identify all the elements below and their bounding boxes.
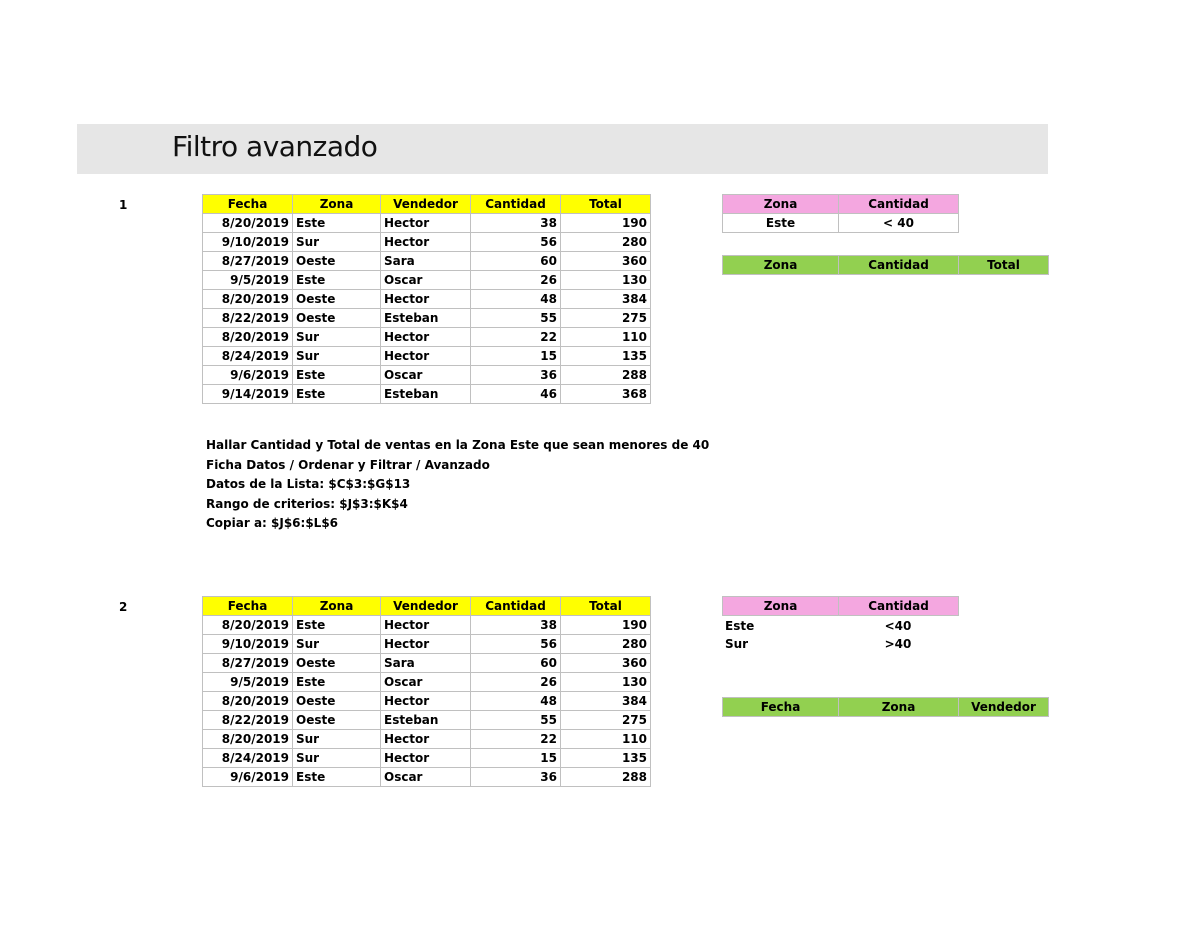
cell-zona[interactable]: Este bbox=[293, 616, 381, 635]
criteria-row bbox=[722, 617, 958, 635]
column-header-fecha[interactable]: Fecha bbox=[203, 195, 293, 214]
cell-total[interactable]: 280 bbox=[561, 233, 651, 252]
criteria-header-row bbox=[723, 195, 959, 214]
output-table-1 bbox=[722, 255, 1049, 275]
table-row bbox=[203, 616, 651, 635]
cell-zona[interactable]: Este bbox=[293, 271, 381, 290]
table-row bbox=[203, 654, 651, 673]
cell-zona[interactable]: Oeste bbox=[293, 711, 381, 730]
cell-total[interactable]: 368 bbox=[561, 385, 651, 404]
cell-fecha[interactable]: 8/22/2019 bbox=[203, 309, 293, 328]
cell-cantidad[interactable]: 36 bbox=[471, 366, 561, 385]
table-row bbox=[203, 385, 651, 404]
cell-fecha[interactable]: 9/6/2019 bbox=[203, 768, 293, 787]
cell-total[interactable]: 280 bbox=[561, 635, 651, 654]
table-header-row bbox=[203, 195, 651, 214]
title-bar bbox=[77, 124, 1048, 174]
criteria-cell[interactable]: <40 bbox=[884, 619, 912, 633]
cell-fecha[interactable]: 8/20/2019 bbox=[203, 290, 293, 309]
cell-fecha[interactable]: 9/10/2019 bbox=[203, 233, 293, 252]
column-header-vendedor[interactable]: Vendedor bbox=[381, 195, 471, 214]
table-row bbox=[203, 692, 651, 711]
cell-total[interactable]: 275 bbox=[561, 309, 651, 328]
output-header-cantidad[interactable]: Cantidad bbox=[839, 256, 959, 275]
cell-cantidad[interactable]: 60 bbox=[471, 654, 561, 673]
cell-cantidad[interactable]: 15 bbox=[471, 347, 561, 366]
cell-vendedor[interactable]: Hector bbox=[381, 635, 471, 654]
criteria-header-zona[interactable]: Zona bbox=[723, 597, 839, 616]
cell-vendedor[interactable]: Esteban bbox=[381, 711, 471, 730]
cell-zona[interactable]: Sur bbox=[293, 730, 381, 749]
criteria-row bbox=[723, 214, 959, 233]
cell-cantidad[interactable]: 36 bbox=[471, 768, 561, 787]
column-header-zona[interactable]: Zona bbox=[293, 195, 381, 214]
cell-total[interactable]: 135 bbox=[561, 347, 651, 366]
cell-zona[interactable]: Oeste bbox=[293, 309, 381, 328]
cell-total[interactable]: 288 bbox=[561, 366, 651, 385]
table-row bbox=[203, 730, 651, 749]
cell-cantidad[interactable]: 48 bbox=[471, 692, 561, 711]
cell-total[interactable]: 275 bbox=[561, 711, 651, 730]
table-row bbox=[203, 635, 651, 654]
table-row bbox=[203, 309, 651, 328]
cell-fecha[interactable]: 9/10/2019 bbox=[203, 635, 293, 654]
cell-total[interactable]: 130 bbox=[561, 271, 651, 290]
cell-vendedor[interactable]: Hector bbox=[381, 328, 471, 347]
criteria-values-2 bbox=[722, 617, 958, 653]
note-line: Ficha Datos / Ordenar y Filtrar / Avanzado bbox=[206, 457, 490, 472]
criteria-cell[interactable]: < 40 bbox=[839, 214, 959, 233]
table-row bbox=[203, 673, 651, 692]
cell-vendedor[interactable]: Hector bbox=[381, 749, 471, 768]
cell-zona[interactable]: Este bbox=[293, 768, 381, 787]
cell-fecha[interactable]: 8/22/2019 bbox=[203, 711, 293, 730]
note-line: Copiar a: $J$6:$L$6 bbox=[206, 516, 339, 531]
cell-fecha[interactable]: 8/27/2019 bbox=[203, 252, 293, 271]
cell-vendedor[interactable]: Hector bbox=[381, 616, 471, 635]
criteria-table-1 bbox=[722, 194, 959, 233]
column-header-fecha[interactable]: Fecha bbox=[203, 597, 293, 616]
table-row bbox=[203, 290, 651, 309]
cell-zona[interactable]: Este bbox=[293, 385, 381, 404]
column-header-zona[interactable]: Zona bbox=[293, 597, 381, 616]
table-row bbox=[203, 711, 651, 730]
cell-vendedor[interactable]: Oscar bbox=[381, 673, 471, 692]
criteria-cell[interactable]: Este bbox=[723, 214, 839, 233]
criteria-header-cantidad[interactable]: Cantidad bbox=[839, 597, 959, 616]
cell-cantidad[interactable]: 22 bbox=[471, 730, 561, 749]
cell-fecha[interactable]: 8/24/2019 bbox=[203, 347, 293, 366]
criteria-row bbox=[722, 635, 958, 653]
page-title: Filtro avanzado bbox=[172, 130, 378, 163]
cell-cantidad[interactable]: 26 bbox=[471, 673, 561, 692]
table-row bbox=[203, 347, 651, 366]
cell-fecha[interactable]: 8/20/2019 bbox=[203, 328, 293, 347]
cell-vendedor[interactable]: Hector bbox=[381, 233, 471, 252]
cell-vendedor[interactable]: Sara bbox=[381, 654, 471, 673]
table-row bbox=[203, 214, 651, 233]
table-row bbox=[203, 233, 651, 252]
cell-zona[interactable]: Sur bbox=[293, 635, 381, 654]
cell-fecha[interactable]: 8/20/2019 bbox=[203, 692, 293, 711]
cell-fecha[interactable]: 8/20/2019 bbox=[203, 214, 293, 233]
cell-fecha[interactable]: 8/27/2019 bbox=[203, 654, 293, 673]
output-header-row bbox=[723, 256, 1049, 275]
column-header-cantidad[interactable]: Cantidad bbox=[471, 195, 561, 214]
cell-cantidad[interactable]: 38 bbox=[471, 616, 561, 635]
section-number-1: 1 bbox=[119, 198, 128, 212]
criteria-cell[interactable]: >40 bbox=[884, 637, 912, 651]
cell-vendedor[interactable]: Hector bbox=[381, 290, 471, 309]
cell-zona[interactable]: Sur bbox=[293, 749, 381, 768]
criteria-cell[interactable]: Este bbox=[725, 619, 755, 633]
criteria-header-cantidad[interactable]: Cantidad bbox=[839, 195, 959, 214]
cell-vendedor[interactable]: Esteban bbox=[381, 385, 471, 404]
cell-vendedor[interactable]: Hector bbox=[381, 214, 471, 233]
output-header-zona[interactable]: Zona bbox=[723, 256, 839, 275]
cell-zona[interactable]: Sur bbox=[293, 347, 381, 366]
output-header-total[interactable]: Total bbox=[959, 256, 1049, 275]
cell-total[interactable]: 190 bbox=[561, 616, 651, 635]
cell-cantidad[interactable]: 48 bbox=[471, 290, 561, 309]
cell-zona[interactable]: Oeste bbox=[293, 654, 381, 673]
table-header-row bbox=[203, 597, 651, 616]
cell-zona[interactable]: Este bbox=[293, 214, 381, 233]
cell-fecha[interactable]: 8/20/2019 bbox=[203, 616, 293, 635]
cell-total[interactable]: 360 bbox=[561, 654, 651, 673]
cell-cantidad[interactable]: 15 bbox=[471, 749, 561, 768]
column-header-total[interactable]: Total bbox=[561, 597, 651, 616]
criteria-header-row bbox=[723, 597, 959, 616]
column-header-total[interactable]: Total bbox=[561, 195, 651, 214]
cell-vendedor[interactable]: Hector bbox=[381, 730, 471, 749]
instructions-notes bbox=[206, 436, 709, 534]
cell-total[interactable]: 288 bbox=[561, 768, 651, 787]
column-header-cantidad[interactable]: Cantidad bbox=[471, 597, 561, 616]
cell-cantidad[interactable]: 26 bbox=[471, 271, 561, 290]
note-line: Rango de criterios: $J$3:$K$4 bbox=[206, 496, 408, 511]
output-header-row bbox=[723, 698, 1049, 717]
note-line: Datos de la Lista: $C$3:$G$13 bbox=[206, 477, 411, 492]
cell-cantidad[interactable]: 22 bbox=[471, 328, 561, 347]
output-table-2 bbox=[722, 697, 1049, 717]
cell-cantidad[interactable]: 46 bbox=[471, 385, 561, 404]
output-header-zona[interactable]: Zona bbox=[839, 698, 959, 717]
cell-total[interactable]: 110 bbox=[561, 730, 651, 749]
cell-zona[interactable]: Este bbox=[293, 366, 381, 385]
cell-vendedor[interactable]: Oscar bbox=[381, 366, 471, 385]
table-row bbox=[203, 252, 651, 271]
cell-vendedor[interactable]: Hector bbox=[381, 347, 471, 366]
cell-fecha[interactable]: 8/24/2019 bbox=[203, 749, 293, 768]
cell-total[interactable]: 130 bbox=[561, 673, 651, 692]
table-row bbox=[203, 768, 651, 787]
cell-zona[interactable]: Sur bbox=[293, 233, 381, 252]
cell-vendedor[interactable]: Hector bbox=[381, 692, 471, 711]
data-table-2 bbox=[202, 596, 651, 787]
cell-cantidad[interactable]: 56 bbox=[471, 233, 561, 252]
cell-total[interactable]: 384 bbox=[561, 290, 651, 309]
cell-fecha[interactable]: 9/6/2019 bbox=[203, 366, 293, 385]
cell-fecha[interactable]: 9/14/2019 bbox=[203, 385, 293, 404]
cell-zona[interactable]: Oeste bbox=[293, 252, 381, 271]
section-number-2: 2 bbox=[119, 600, 128, 614]
cell-total[interactable]: 360 bbox=[561, 252, 651, 271]
column-header-vendedor[interactable]: Vendedor bbox=[381, 597, 471, 616]
note-line: Hallar Cantidad y Total de ventas en la Zona Este que sean menores de 40 bbox=[206, 438, 710, 452]
table-row bbox=[203, 366, 651, 385]
cell-cantidad[interactable]: 56 bbox=[471, 635, 561, 654]
cell-total[interactable]: 110 bbox=[561, 328, 651, 347]
cell-zona[interactable]: Oeste bbox=[293, 290, 381, 309]
cell-cantidad[interactable]: 55 bbox=[471, 309, 561, 328]
cell-zona[interactable]: Oeste bbox=[293, 692, 381, 711]
criteria-header-zona[interactable]: Zona bbox=[723, 195, 839, 214]
cell-cantidad[interactable]: 60 bbox=[471, 252, 561, 271]
cell-cantidad[interactable]: 55 bbox=[471, 711, 561, 730]
cell-zona[interactable]: Sur bbox=[293, 328, 381, 347]
cell-vendedor[interactable]: Oscar bbox=[381, 271, 471, 290]
criteria-table-2 bbox=[722, 596, 959, 616]
table-row bbox=[203, 271, 651, 290]
cell-total[interactable]: 135 bbox=[561, 749, 651, 768]
cell-fecha[interactable]: 9/5/2019 bbox=[203, 673, 293, 692]
table-row bbox=[203, 328, 651, 347]
cell-fecha[interactable]: 8/20/2019 bbox=[203, 730, 293, 749]
cell-zona[interactable]: Este bbox=[293, 673, 381, 692]
output-header-fecha[interactable]: Fecha bbox=[723, 698, 839, 717]
table-row bbox=[203, 749, 651, 768]
cell-total[interactable]: 384 bbox=[561, 692, 651, 711]
cell-vendedor[interactable]: Sara bbox=[381, 252, 471, 271]
cell-fecha[interactable]: 9/5/2019 bbox=[203, 271, 293, 290]
data-table-1 bbox=[202, 194, 651, 404]
output-header-vendedor[interactable]: Vendedor bbox=[959, 698, 1049, 717]
cell-cantidad[interactable]: 38 bbox=[471, 214, 561, 233]
cell-vendedor[interactable]: Esteban bbox=[381, 309, 471, 328]
criteria-cell[interactable]: Sur bbox=[725, 637, 749, 651]
cell-total[interactable]: 190 bbox=[561, 214, 651, 233]
cell-vendedor[interactable]: Oscar bbox=[381, 768, 471, 787]
